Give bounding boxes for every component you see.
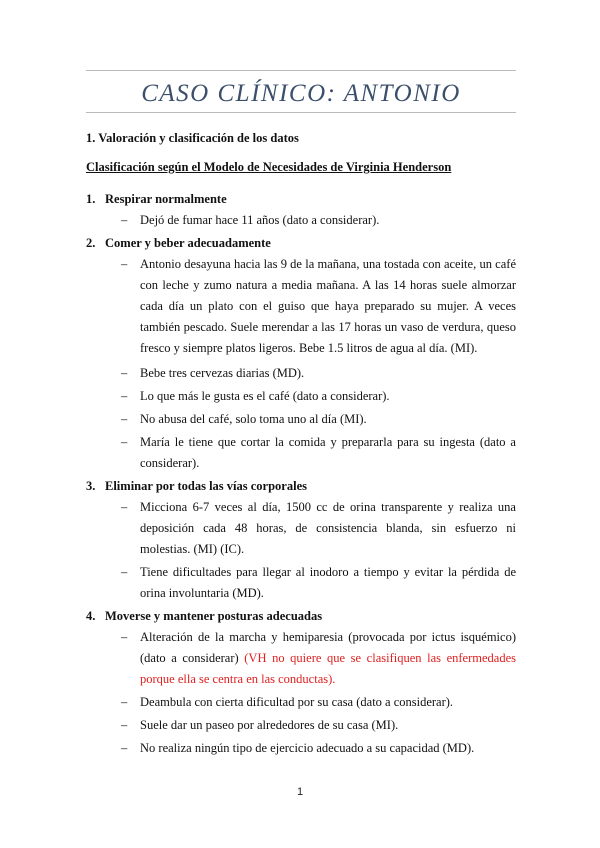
dash-bullet: – [121,213,128,227]
item-text: No realiza ningún tipo de ejercicio adecuado a su capacidad (MD). [140,741,475,755]
need-items [86,254,516,474]
need-number: 2. [86,236,96,250]
need-items [86,627,516,759]
list-item [86,254,516,359]
item-text: Tiene dificultades para llegar al inodoro a tiempo y evitar la pérdida de orina involuntaria (MD). [140,565,516,600]
need-title [86,606,516,627]
item-text: Deambula con cierta dificultad por su casa (dato a considerar). [140,695,454,709]
document-title: CASO CLÍNICO: ANTONIO [141,80,461,107]
need-title [86,476,516,497]
subsection-heading: Clasificación según el Modelo de Necesidades de Virginia Henderson [86,160,452,174]
list-item [86,409,516,430]
list-item [86,627,516,690]
need-title-text: Moverse y mantener posturas adecuadas [105,609,323,623]
dash-bullet: – [121,389,128,403]
annotation-note: (VH no quiere que se clasifiquen las enfermedades porque ella se centra en las conductas). [140,651,517,686]
list-item [86,738,516,759]
list-item [86,692,516,713]
need-title [86,233,516,254]
list-item [86,497,516,560]
item-text: Micciona 6-7 veces al día, 1500 cc de orina transparente y realiza una deposición cada 48 horas, de consistencia blanda, sin esfuerzo ni molestias. (MI) (IC). [140,500,516,556]
item-text: Dejó de fumar hace 11 años (dato a considerar). [140,213,380,227]
dash-bullet: – [121,435,128,449]
item-text: Suele dar un paseo por alrededores de su casa (MI). [140,718,399,732]
dash-bullet: – [121,257,128,271]
item-text: María le tiene que cortar la comida y prepararla para su ingesta (dato a considerar). [140,435,516,470]
list-item [86,715,516,736]
list-item [86,210,516,231]
need-title-text: Respirar normalmente [105,192,227,206]
dash-bullet: – [121,500,128,514]
item-text: Alteración de la marcha y hemiparesia (provocada por ictus isquémico) (dato a considerar) [140,630,516,665]
list-item [86,363,516,384]
list-item [86,432,516,474]
title-top-rule [86,70,516,71]
need-items [86,210,516,231]
dash-bullet: – [121,412,128,426]
need-number: 1. [86,192,96,206]
item-text: Bebe tres cervezas diarias (MD). [140,366,305,380]
need-section-3 [86,476,516,604]
list-item [86,562,516,604]
title-bottom-rule [86,112,516,113]
need-items [86,497,516,604]
need-section-4 [86,606,516,759]
dash-bullet: – [121,695,128,709]
item-text: Antonio desayuna hacia las 9 de la mañana, una tostada con aceite, un café con leche y zumo natura a media mañana. A las 14 horas suele almorzar cada día un plato con el guiso que haya preparado su mujer. A veces también pescado. Suele merendar a las 17 horas un vaso de verdura, queso fresco y siempre platos ligeros. Bebe 1.5 litros de agua al día. (MI). [140,257,516,355]
list-item [86,386,516,407]
need-number: 3. [86,479,96,493]
dash-bullet: – [121,366,128,380]
item-text: Lo que más le gusta es el café (dato a considerar). [140,389,390,403]
need-section-2 [86,233,516,474]
section-heading: 1. Valoración y clasificación de los datos [86,131,299,145]
need-title-text: Comer y beber adecuadamente [105,236,271,250]
dash-bullet: – [121,565,128,579]
need-section-1 [86,189,516,231]
document-body [86,131,516,759]
need-title-text: Eliminar por todas las vías corporales [105,479,307,493]
need-title [86,189,516,210]
item-text: No abusa del café, solo toma uno al día (MI). [140,412,367,426]
page-number: 1 [296,786,304,798]
dash-bullet: – [121,741,128,755]
dash-bullet: – [121,630,128,644]
dash-bullet: – [121,718,128,732]
need-number: 4. [86,609,96,623]
